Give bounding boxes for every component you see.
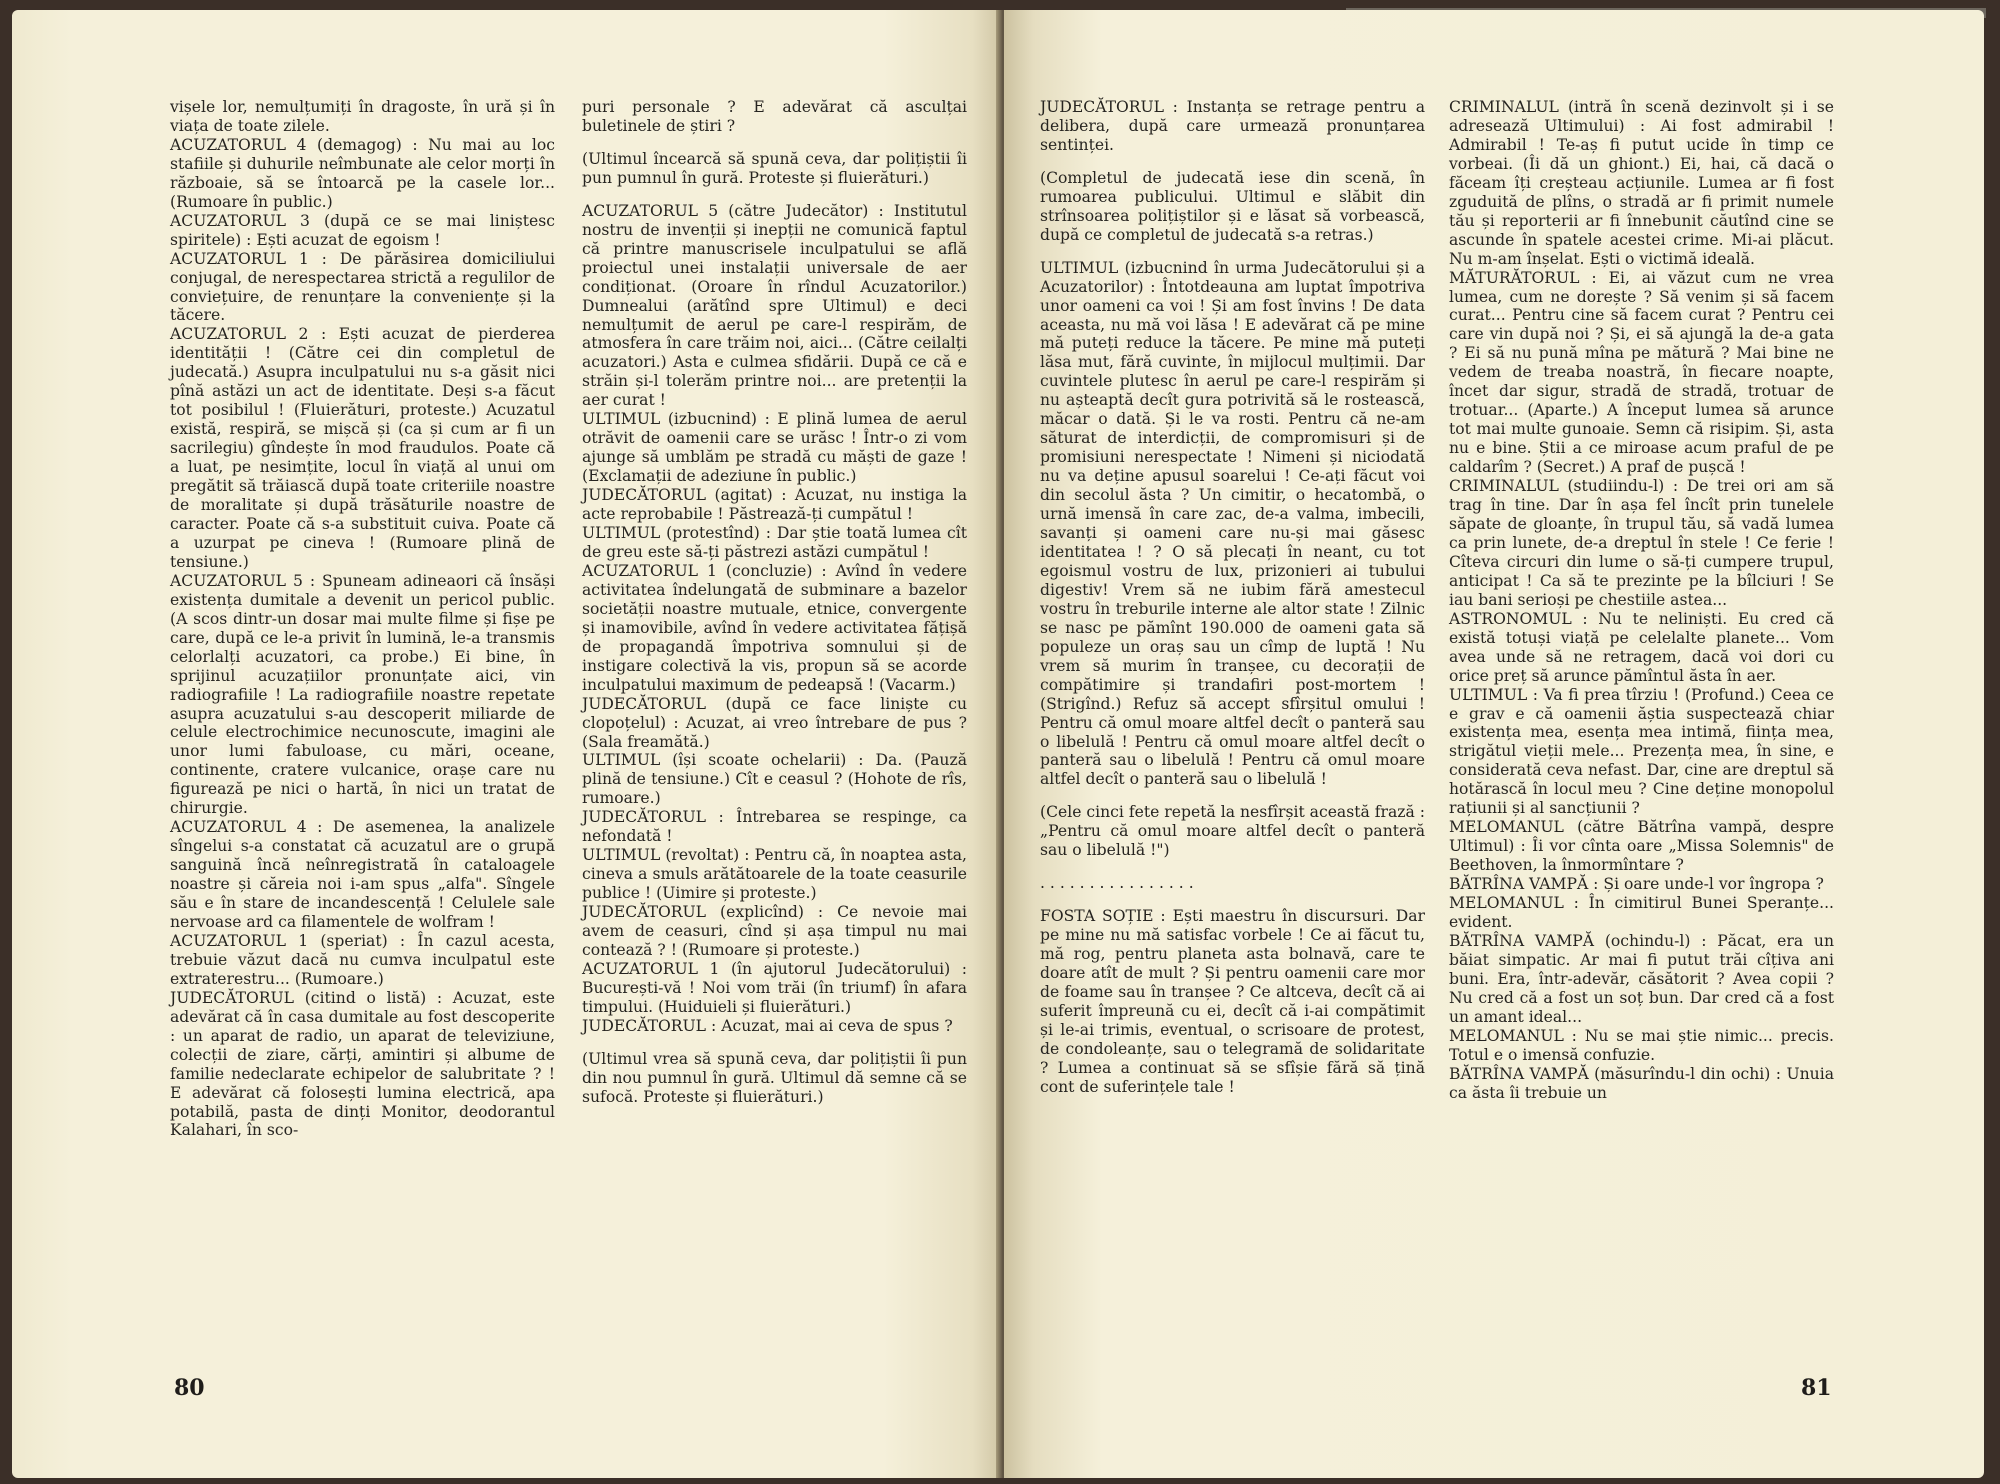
paragraph: ACUZATORUL 4 : De asemenea, la analizele sîngelui s-a constatat că acuzatul are o grupă sanguină încă neînregistrată în cataloagele noastre și căreia noi i-am spus „alfa". Sîngele său e în stare de incandescență ! Celulele sale nervoase ard ca filamentele de wolfram ! (170, 818, 555, 931)
paragraph: JUDECĂTORUL (citind o listă) : Acuzat, este adevărat că în casa dumitale au fost descoperite : un aparat de radio, un aparat de televiziune, colecții de ziare, cărți, amintiri și albume de familie nedeclarate echipelor de salubritate ? ! E adevărat că folosești lumina electrică, apa potabilă, pasta de dinți Monitor, deodorantul Kalahari, în sco- (170, 988, 555, 1140)
paragraph: ACUZATORUL 5 (către Judecător) : Institutul nostru de invenții și inepții ne comunică faptul că printre manuscrisele inculpatului se află proiectul unei instalații universale de aer condiționat. (Oroare în rîndul Acuzatorilor.) Dumnealui (arătînd spre Ultimul) e deci nemulțumit de aerul pe care-l respirăm, de atmosfera în care trăim noi, aici... (Către ceilalți acuzatori.) Asta e culmea sfidării. După ce că e străin și-l tolerăm printre noi... are pretenții la aer curat ! (582, 201, 967, 410)
paragraph: puri personale ? E adevărat că asculțai buletinele de știri ? (582, 98, 967, 135)
paragraph: ULTIMUL (protestînd) : Dar știe toată lumea cît de greu este să-ți păstrezi astăzi cumpătul ! (582, 524, 967, 561)
paragraph: JUDECĂTORUL (după ce face liniște cu clopoțelul) : Acuzat, ai vreo întrebare de pus ? (Sala freamătă.) (582, 694, 967, 751)
paragraph: JUDECĂTORUL (agitat) : Acuzat, nu instiga la acte reprobabile ! Păstrează-ți cumpătul ! (582, 486, 967, 524)
paragraph: ACUZATORUL 3 (după ce se mai liniștesc spiritele) : Ești acuzat de egoism ! (170, 211, 555, 249)
scene-break-dots: . . . . . . . . . . . . . . . . (1040, 874, 1194, 893)
paragraph: ULTIMUL (izbucnind în urma Judecătorului și a Acuzatorilor) : Întotdeauna am luptat împotriva unor oameni ca voi ! Și am fost învins ! De data aceasta, nu mă voi lăsa ! E adevărat că pe mine mă puteți reduce la tăcere. Pe mine mă puteți lăsa mut, fără cuvinte, în mijlocul mulțimii. Dar cuvintele plutesc în aerul pe care-l respirăm și nu așteaptă decît gura potrivită să le rostească, măcar o dată. Și le va rosti. Pentru că ne-am săturat de interdicții, de compromisuri și de promisiuni nerespectate ! Nimeni și niciodată nu va deține apusul soarelui ! Ce-ați făcut voi din secolul ăsta ? Un cimitir, o hecatombă, o urnă imensă în care zac, de-a valma, imbecili, savanți și oameni care nu-și mai găsesc identitatea ! ? O să plecați în neant, cu tot egoismul vostru de lux, prizonieri ai tubului digestiv! Vrem să ne iubim fără amestecul vostru în treburile interne ale altor state ! Zilnic se nasc pe pămînt 190.000 de oameni gata să populeze un oraș sau un cîmp de luptă ! Nu vrem să murim în tranșee, cu decorații de compătimire și trandafiri post-mortem ! (Strigînd.) Refuz să accept sfîrșitul omului ! Pentru că omul moare altfel decît o panteră sau o libelulă ! Pentru că omul moare altfel decît o panteră sau o libelulă ! Pentru că omul moare altfel decît o panteră sau o libelulă ! (1040, 258, 1425, 789)
paragraph: JUDECĂTORUL (explicînd) : Ce nevoie mai avem de ceasuri, cînd și așa timpul nu mai contează ? ! (Rumoare și proteste.) (582, 903, 967, 959)
paragraph: FOSTA SOȚIE : Ești maestru în discursuri. Dar pe mine nu mă satisfac vorbele ! Ce ai făcut tu, mă rog, pentru planeta asta bolnavă, care te doare atît de mult ? Și pentru oamenii care mor de foame sau în tranșee ? Ce altceva, decît că ai suferit împreună cu ei, decît că i-ai compătimit și le-ai trimis, eventual, o scrisoare de protest, de condoleanțe, sau o telegramă de solidaritate ? Lumea a continuat să se sfîșie fără să țină cont de suferințele tale ! (1040, 907, 1425, 1096)
stage-direction: (Cele cinci fete repetă la nesfîrșit această frază : „Pentru că omul moare altfel decît o panteră sau o libelulă !") (1040, 803, 1425, 860)
paragraph: MELOMANUL : În cimitirul Bunei Speranțe... evident. (1449, 894, 1834, 931)
paragraph: ACUZATORUL 1 (speriat) : În cazul acesta, trebuie văzut dacă nu cumva inculpatul este extraterestru... (Rumoare.) (170, 931, 555, 988)
paragraph: ULTIMUL (revoltat) : Pentru că, în noaptea asta, cineva a smuls arătătoarele de la toate ceasurile publice ! (Uimire și proteste.) (582, 846, 967, 903)
paragraph: ACUZATORUL 1 (în ajutorul Judecătorului) : București-vă ! Noi vom trăi (în triumf) în afara timpului. (Huiduieli și fluierături.) (582, 959, 967, 1016)
stage-direction: (Completul de judecată iese din scenă, în rumoarea publicului. Ultimul e slăbit din strînsoarea polițiștilor și e lăsat să vorbească, după ce completul de judecată s-a retras.) (1040, 168, 1425, 244)
paragraph: ULTIMUL (își scoate ochelarii) : Da. (Pauză plină de tensiune.) Cît e ceasul ? (Hohote de rîs, rumoare.) (582, 751, 967, 808)
right-page-column-1 (1040, 98, 1425, 1097)
page-number-right: 81 (1801, 1375, 1832, 1401)
paragraph: CRIMINALUL (intră în scenă dezinvolt și i se adresează Ultimului) : Ai fost admirabil ! Admirabil ! Te-aș fi putut ucide în timp ce vorbeai. (Îi dă un ghiont.) Ei, hai, că dacă o făceam îți creșteau acțiunile. Lumea ar fi fost zguduită de plîns, o stradă ar fi primit numele tău și reporterii ar fi înnebunit căutînd cine se ascunde în spatele acestei crime. Mi-ai plăcut. Nu m-am înșelat. Ești o victimă ideală. (1449, 98, 1834, 268)
paragraph: BĂTRÎNA VAMPĂ (ochindu-l) : Păcat, era un băiat simpatic. Ar mai fi putut trăi cîțiva ani buni. Era, într-adevăr, căsătorit ? Avea copii ? Nu cred că a fost un soț bun. Dar cred că a fost un amant ideal... (1449, 931, 1834, 1026)
paragraph: ACUZATORUL 4 (demagog) : Nu mai au loc stafiile și duhurile neîmbunate ale celor morți în războaie, să se întoarcă pe la casele lor... (Rumoare în public.) (170, 135, 555, 211)
paragraph: MELOMANUL : Nu se mai știe nimic... precis. Totul e o imensă confuzie. (1449, 1026, 1834, 1064)
paragraph: ACUZATORUL 1 (concluzie) : Avînd în vedere activitatea îndelungată de subminare a bazelor societății noastre mutuale, etnice, convergente și inamovibile, avînd în vedere activitatea fățișă de propagandă împotriva somnului și de instigare colectivă la vis, propun să se acorde inculpatului maximum de pedeapsă ! (Vacarm.) (582, 561, 967, 694)
stage-direction: (Ultimul vrea să spună ceva, dar polițiștii îi pun din nou pumnul în gură. Ultimul dă semne că se sufocă. Proteste și fluierături.) (582, 1049, 967, 1106)
left-page (12, 10, 1002, 1478)
paragraph: vișele lor, nemulțumiți în dragoste, în ură și în viața de toate zilele. (170, 98, 555, 135)
paragraph: MELOMANUL (către Bătrîna vampă, despre Ultimul) : Îi vor cînta oare „Missa Solemnis" de Beethoven, la înmormîntare ? (1449, 818, 1834, 875)
stage-direction: (Ultimul încearcă să spună ceva, dar polițiștii îi pun pumnul în gură. Proteste și fluierături.) (582, 149, 967, 187)
paragraph: BĂTRÎNA VAMPĂ (măsurîndu-l din ochi) : Unuia ca ăsta îi trebuie un (1449, 1064, 1834, 1102)
paragraph: ULTIMUL : Va fi prea tîrziu ! (Profund.) Ceea ce e grav e că oamenii ăștia suspectează chiar existența mea, esența mea intimă, ființa mea, strigătul vieții mele... Prezența mea, în sine, e considerată ceva nefast. Dar, cine are dreptul să hotărască în locul meu ? Cine deține monopolul rațiunii și al sancțiunii ? (1449, 685, 1834, 818)
paragraph: ASTRONOMUL : Nu te neliniști. Eu cred că există totuși viață pe celelalte planete... Vom avea unde să ne retragem, dacă voi dori cu orice preț să arunce pămîntul ăsta în aer. (1449, 609, 1834, 685)
page-number-left: 80 (174, 1375, 205, 1401)
paragraph: JUDECĂTORUL : Întrebarea se respinge, ca nefondată ! (582, 808, 967, 846)
right-page (1004, 10, 1984, 1478)
paragraph: JUDECĂTORUL : Instanța se retrage pentru a delibera, după care urmează pronunțarea sentinței. (1040, 98, 1425, 154)
paragraph: MĂTURĂTORUL : Ei, ai văzut cum ne vrea lumea, cum ne dorește ? Să venim și să facem curat... Pentru cine să facem curat ? Pentru cei care vin după noi ? Și, ei să ajungă la de-a gata ? Ei să nu pună mîna pe mătură ? Mai bine ne vedem de treaba noastră, în fiecare noapte, încet dar sigur, stradă de stradă, trotuar de trotuar... (Aparte.) A început lumea să arunce tot mai multe gunoaie. Semn că risipim. Și, asta nu e bine. Știi a ce miroase acum praful de pe caldarîm ? (Secret.) A praf de pușcă ! (1449, 268, 1834, 477)
paragraph: ACUZATORUL 5 : Spuneam adineaori că însăși existența dumitale a devenit un pericol public. (A scos dintr-un dosar mai multe filme și fișe pe care, după ce le-a privit în lumină, le-a transmis celorlalți acuzatori, ca probe.) Ei bine, în sprijinul acuzațiilor pronunțate aici, vin radiografiile ! La radiografiile noastre repetate asupra acuzatului s-au descoperit miliarde de celule electrochimice necunoscute, imagini ale unor lumi fabuloase, cu mări, oceane, continente, cratere vulcanice, orașe care nu figurează pe nici o hartă, în nici un tratat de chirurgie. (170, 571, 555, 818)
paragraph: ACUZATORUL 1 : De părăsirea domiciliului conjugal, de nerespectarea strictă a regulilor de conviețuire, de renunțare la conveniențe și la tăcere. (170, 249, 555, 325)
paragraph: ACUZATORUL 2 : Ești acuzat de pierderea identității ! (Către cei din completul de judecată.) Asupra inculpatului nu s-a găsit nici pînă astăzi un act de identitate. Deși s-a făcut tot posibilul ! (Fluierături, proteste.) Acuzatul există, respiră, se mișcă și (ca și cum ar fi un sacrilegiu) gîndește în mod fraudulos. Poate că a luat, pe nesimțite, locul în viață al unui om pregătit să trăiască după toate criteriile noastre de moralitate și după trăsăturile noastre de caracter. Poate că s-a substituit cuiva. Poate că a uzurpat pe cineva ! (Rumoare plină de tensiune.) (170, 325, 555, 571)
left-page-column-2 (582, 98, 967, 1121)
left-page-column-1 (170, 98, 555, 1140)
paragraph: CRIMINALUL (studiindu-l) : De trei ori am să trag în tine. Dar în așa fel încît prin tunelele săpate de gloanțe, în trupul tău, să vadă lumea ca prin lunete, de-a dreptul în stele ! Ce ferie ! Cîteva circuri din lume o să-ți cumpere trupul, anticipat ! Ca să te prezinte pe la bîlciuri ! Se iau bani serioși pe chestiile astea... (1449, 477, 1834, 609)
paragraph: BĂTRÎNA VAMPĂ : Și oare unde-l vor îngropa ? (1449, 875, 1824, 894)
paragraph: JUDECĂTORUL : Acuzat, mai ai ceva de spus ? (582, 1016, 953, 1035)
right-page-column-2 (1449, 98, 1834, 1103)
paragraph: ULTIMUL (izbucnind) : E plină lumea de aerul otrăvit de oamenii care se urăsc ! Într-o zi vom ajunge să umblăm pe stradă cu măști de gaze ! (Exclamații de adeziune în public.) (582, 410, 967, 486)
